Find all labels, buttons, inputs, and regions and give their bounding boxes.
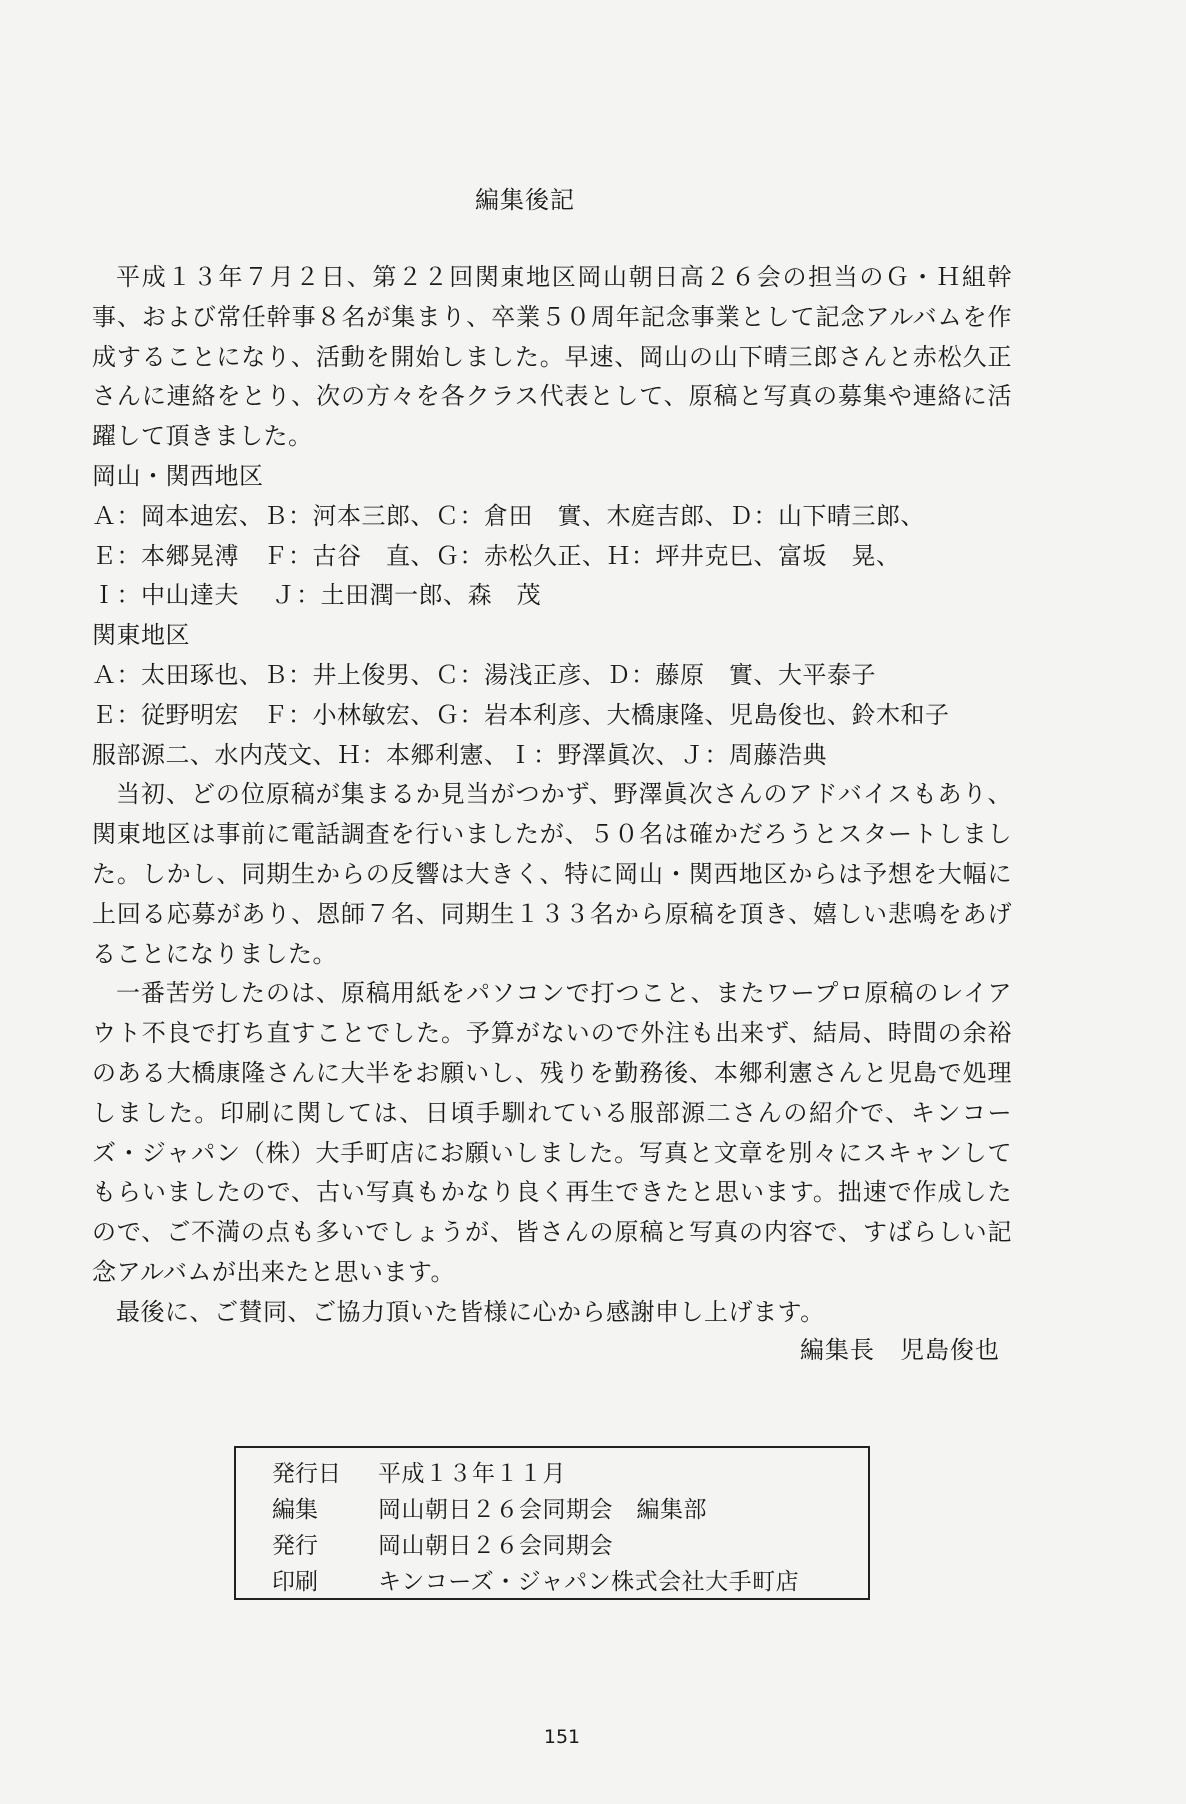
page-number: 151 bbox=[543, 1726, 581, 1748]
kanto-line-1: Ａ：太田琢也、Ｂ：井上俊男、Ｃ：湯浅正彦、Ｄ：藤原 實、大平泰子 bbox=[92, 660, 876, 689]
page-title: 編集後記 bbox=[475, 186, 575, 214]
colophon-value: 岡山朝日２６会同期会 編集部 bbox=[378, 1497, 707, 1523]
closing-paragraph: 最後に、ご賛同、ご協力頂いた皆様に心から感謝申し上げます。 bbox=[116, 1297, 825, 1326]
colophon-label: 編集 bbox=[272, 1497, 318, 1523]
colophon-value: 平成１３年１１月 bbox=[378, 1461, 566, 1487]
colophon-label: 発行 bbox=[272, 1533, 318, 1559]
okayama-line-3: Ｉ：中山達夫 Ｊ：土田潤一郎、森 茂 bbox=[92, 581, 542, 610]
kanto-line-3: 服部源二、水内茂文、Ｈ：本郷利憲、Ｉ：野澤眞次、Ｊ：周藤浩典 bbox=[92, 740, 827, 769]
colophon-row-printer bbox=[272, 1564, 868, 1600]
okayama-heading: 岡山・関西地区 bbox=[92, 461, 264, 490]
colophon-label: 印刷 bbox=[272, 1569, 318, 1595]
editor-signature: 編集長 児島俊也 bbox=[800, 1336, 1000, 1364]
colophon-value: キンコーズ・ジャパン株式会社大手町店 bbox=[378, 1569, 800, 1595]
colophon-row-editor bbox=[272, 1492, 868, 1528]
colophon-label: 発行日 bbox=[272, 1461, 341, 1487]
intro-paragraph: 平成１３年７月２日、第２２回関東地区岡山朝日高２６会の担当のＧ・Ｈ組幹事、および常任幹事８名が集まり、卒業５０周年記念事業として記念アルバムを作成することになり、活動を開始しました。早速、岡山の山下晴三郎さんと赤松久正さんに連絡をとり、次の方々を各クラス代表として、原稿と写真の募集や連絡に活躍して頂きました。 bbox=[92, 263, 1012, 451]
response-paragraph: 当初、どの位原稿が集まるか見当がつかず、野澤眞次さんのアドバイスもあり、関東地区は事前に電話調査を行いましたが、５０名は確かだろうとスタートしました。しかし、同期生からの反響は大きく、特に岡山・関西地区からは予想を大幅に上回る応募があり、恩師７名、同期生１３３名から原稿を頂き、嬉しい悲鳴をあげることになりました。 bbox=[92, 780, 1012, 968]
colophon-row-publisher bbox=[272, 1528, 868, 1564]
colophon-value: 岡山朝日２６会同期会 bbox=[378, 1533, 613, 1559]
kanto-heading: 関東地区 bbox=[92, 621, 190, 650]
colophon-box bbox=[234, 1446, 870, 1600]
colophon-row-date bbox=[272, 1456, 868, 1492]
okayama-line-1: Ａ：岡本迪宏、Ｂ：河本三郎、Ｃ：倉田 實、木庭吉郎、Ｄ：山下晴三郎、 bbox=[92, 501, 925, 530]
okayama-line-2: Ｅ：本郷晃溥 Ｆ：古谷 直、Ｇ：赤松久正、Ｈ：坪井克巳、富坂 晃、 bbox=[92, 541, 901, 570]
kanto-line-2: Ｅ：従野明宏 Ｆ：小林敏宏、Ｇ：岩本利彦、大橋康隆、児島俊也、鈴木和子 bbox=[92, 700, 950, 729]
hardship-paragraph: 一番苦労したのは、原稿用紙をパソコンで打つこと、またワープロ原稿のレイアウト不良で打ち直すことでした。予算がないので外注も出来ず、結局、時間の余裕のある大橋康隆さんに大半をお願いし、残りを勤務後、本郷利憲さんと児島で処理しました。印刷に関しては、日頃手馴れている服部源二さんの紹介で、キンコーズ・ジャパン（株）大手町店にお願いしました。写真と文章を別々にスキャンしてもらいましたので、古い写真もかなり良く再生できたと思います。拙速で作成したので、ご不満の点も多いでしょうが、皆さんの原稿と写真の内容で、すばらしい記念アルバムが出来たと思います。 bbox=[92, 979, 1012, 1286]
editorial-body bbox=[92, 258, 1012, 1333]
